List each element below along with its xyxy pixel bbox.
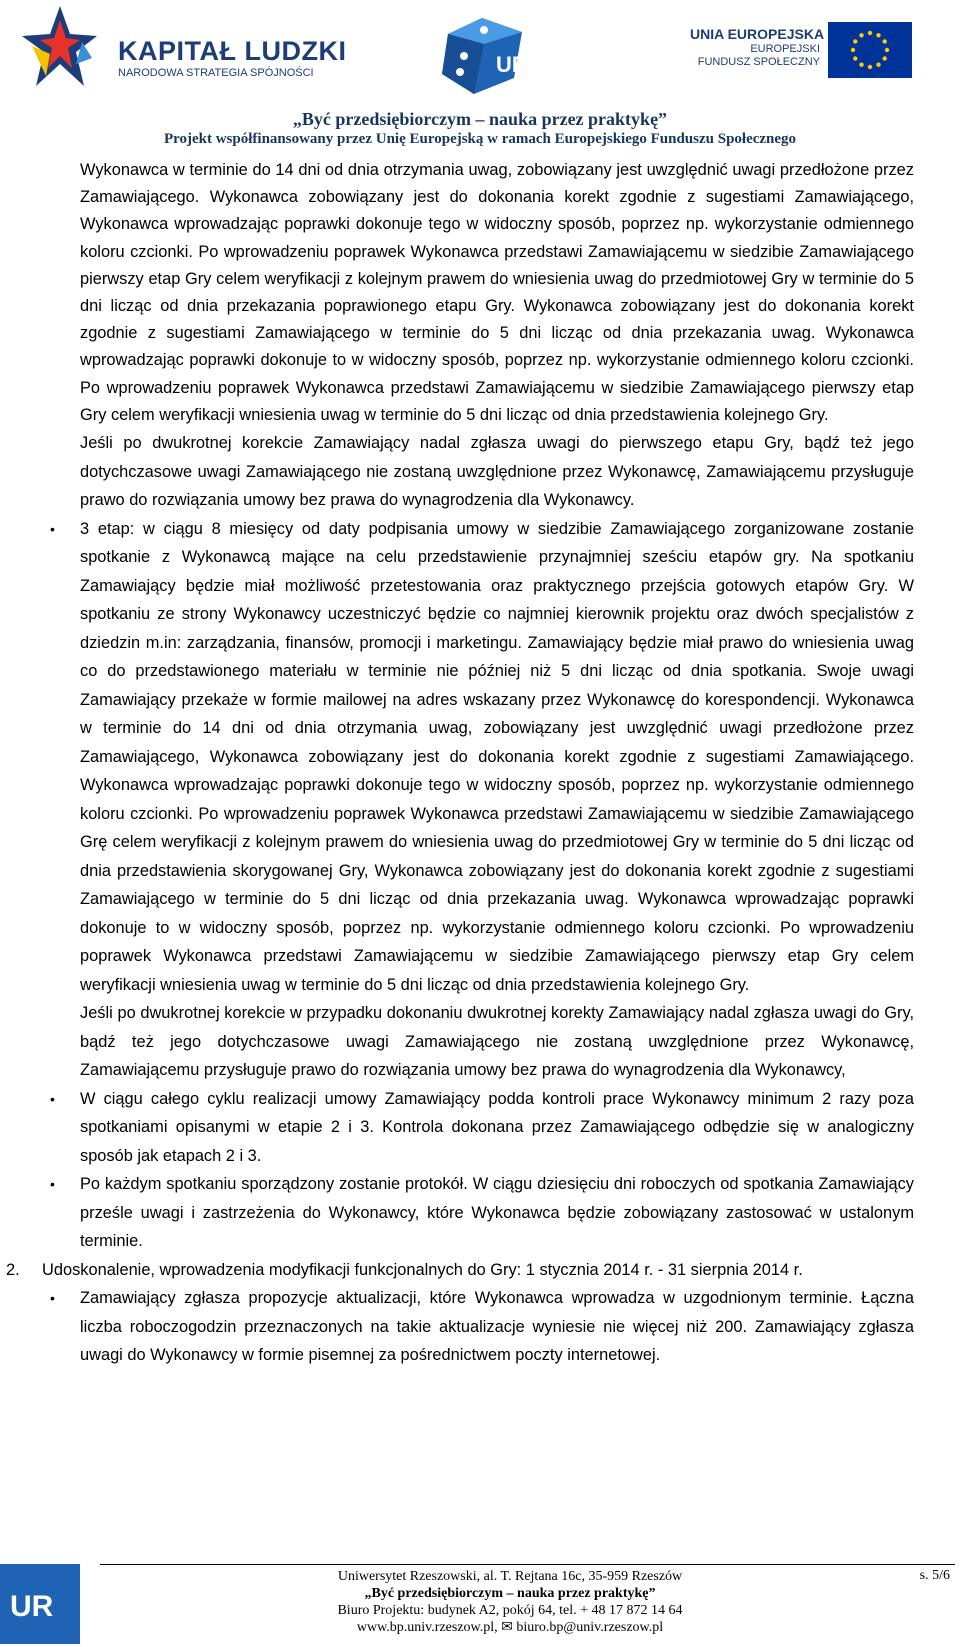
kapital-ludzki-logo — [22, 6, 347, 88]
svg-text:UR: UR — [496, 52, 528, 77]
paragraph: Wykonawca w terminie do 14 dni od dnia otrzymania uwag, zobowiązany jest uwzględnić uwagi przedłożone przez Zamawiającego. Wykonawca zobowiązany jest do dokonania korekt zgodnie z sugestiami Zamawiającego, Wykonawca wprowadzając poprawki dokonuje tego w widoczny sposób, poprzez np. wykorzystanie odmiennego koloru czcionki. Po wprowadzeniu poprawek Wykonawca przedstawi Zamawiającemu w siedzibie Zamawiającego pierwszy etap Gry celem weryfikacji z kolejnym prawem do wniesienia uwag do przedmiotowej Gry w terminie do 5 dni licząc od dnia przekazania poprawionego etapu Gry. Wykonawca zobowiązany jest do dokonania korekt zgodnie z sugestiami Zamawiającego w terminie do 5 dni licząc od dnia przekazania uwag. Wykonawca wprowadzając poprawki dokonuje to w widoczny sposób, poprzez np. wykorzystanie odmiennego koloru czcionki. Po wprowadzeniu poprawek Wykonawca przedstawi Zamawiającemu w siedzibie Zamawiającego pierwszy etap Gry celem weryfikacji wniesienia uwag w terminie do 5 dni licząc od dnia przedstawienia kolejnego Gry. — [80, 161, 914, 424]
svg-text:UR: UR — [10, 1590, 54, 1623]
page-header — [0, 0, 960, 155]
bullet-item — [50, 1284, 914, 1370]
footer-project-title: „Być przedsiębiorczym – nauka przez praktykę” — [364, 1586, 656, 1601]
document-body — [0, 157, 960, 1370]
item-number: 2. — [6, 1260, 20, 1279]
page-number: s. 5/6 — [919, 1568, 950, 1583]
bullet-icon: • — [50, 1176, 55, 1193]
numbered-item-text: Udoskonalenie, wprowadzenia modyfikacji funkcjonalnych do Gry: 1 stycznia 2014 r. - 31 sierpnia 2014 r. — [42, 1260, 803, 1279]
kapital-ludzki-subtitle: NARODOWA STRATEGIA SPÓJNOŚCI — [118, 67, 314, 79]
footer-office: Biuro Projektu: budynek A2, pokój 64, tel. + 48 17 872 14 64 — [337, 1603, 683, 1618]
eu-flag-icon — [828, 22, 912, 78]
numbered-item — [6, 1256, 914, 1285]
footer-text — [190, 1568, 830, 1636]
eu-star-icon — [876, 33, 880, 37]
bullet-item — [50, 515, 914, 1000]
eu-star-icon — [868, 31, 872, 35]
project-title: „Być przedsiębiorczym – nauka przez praktykę” — [292, 109, 668, 129]
page-footer — [0, 1552, 960, 1647]
eu-logo-text — [690, 26, 825, 69]
eu-star-icon — [885, 48, 889, 52]
eu-star-icon — [859, 33, 863, 37]
bullet-text: Po każdym spotkaniu sporządzony zostanie protokół. W ciągu dziesięciu dni roboczych od spotkania Zamawiający prześle uwagi i zastrzeżenia do Wykonawcy, które Wykonawca będzie zobowiązany zastosować w ustalonym terminie. — [80, 1175, 914, 1251]
eu-star-icon — [851, 48, 855, 52]
ur-logo-icon — [0, 1564, 80, 1644]
kapital-ludzki-emblem-icon — [22, 6, 97, 88]
dice-logo-icon — [434, 14, 530, 98]
eu-star-icon — [876, 63, 880, 67]
eu-name: UNIA EUROPEJSKA — [690, 26, 825, 42]
eu-star-icon — [868, 65, 872, 69]
bullet-item — [50, 1170, 914, 1256]
footer-contact: www.bp.univ.rzeszow.pl, ✉ biuro.bp@univ.rzeszow.pl — [356, 1620, 664, 1635]
project-subtitle: Projekt współfinansowany przez Unię Europejską w ramach Europejskiego Funduszu Społecznego — [163, 131, 797, 147]
bullet-icon: • — [50, 1290, 55, 1307]
bullet-item — [50, 1085, 914, 1171]
paragraph: Jeśli po dwukrotnej korekcie Zamawiający nadal zgłasza uwagi do pierwszego etapu Gry, bądź też jego dotychczasowe uwagi Zamawiającego nie zostaną uwzględnione przez Wykonawcę, Zamawiającemu przysługuje prawo do rozwiązania umowy bez prawa do wynagrodzenia dla Wykonawcy. — [80, 434, 914, 510]
eu-fund-line1: EUROPEJSKI — [750, 43, 820, 55]
bullet-icon: • — [50, 520, 55, 537]
eu-star-icon — [859, 63, 863, 67]
eu-star-icon — [883, 56, 887, 60]
bullet-text: W ciągu całego cyklu realizacji umowy Zamawiający podda kontroli prace Wykonawcy minimum 2 razy poza spotkaniami opisanymi w etapie 2 i 3. Kontrola dokonana przez Zamawiającego odbędzie się w analogiczny sposób jak etapach 2 i 3. — [80, 1089, 914, 1165]
bullet-text: 3 etap: w ciągu 8 miesięcy od daty podpisania umowy w siedzibie Zamawiającego zorganizowane zostanie spotkanie z Wykonawcą mające na celu przedstawienie przynajmniej sześciu etapów gry. Na spotkaniu Zamawiający będzie miał możliwość przetestowania oraz praktycznego przejścia gotowych etapów Gry. W spotkaniu ze strony Wykonawcy uczestniczyć będzie co najmniej kierownik projektu oraz dwóch specjalistów z dziedzin m.in: zarządzania, finansów, promocji i marketingu. Zamawiający będzie miał prawo do wniesienia uwag co do przedstawionego materiału w terminie nie później niż 5 dni licząc od dnia spotkania. Swoje uwagi Zamawiający przekaże w formie mailowej na adres wskazany przez Wykonawcę do korespondencji. Wykonawca w terminie do 14 dni od dnia otrzymania uwag, zobowiązany jest uwzględnić uwagi przedłożone przez Zamawiającego, Wykonawca zobowiązany jest do dokonania korekt zgodnie z sugestiami Zamawiającego. Wykonawca wprowadzając poprawki dokonuje tego w widoczny sposób, poprzez np. wykorzystanie odmiennego koloru czcionki. Po wprowadzeniu poprawek Wykonawca przedstawi Zamawiającemu w siedzibie Zamawiającego Grę celem weryfikacji z kolejnym prawem do wniesienia uwag do przedmiotowej Gry w terminie do 5 dni licząc od dnia przedstawienia skorygowanej Gry, Wykonawca zobowiązany jest do dokonania korekt zgodnie z sugestiami Zamawiającego w terminie do 5 dni licząc od dnia przekazania uwag. Wykonawca wprowadzając poprawki dokonuje to w widoczny sposób, poprzez np. wykorzystanie odmiennego koloru czcionki. Po wprowadzeniu poprawek Wykonawca przedstawi Zamawiającemu w siedzibie Zamawiającego pierwszy etap Gry celem weryfikacji wniesienia uwag w terminie do 5 dni licząc od dnia przedstawienia kolejnego Gry. — [80, 519, 914, 994]
eu-star-icon — [883, 39, 887, 43]
footer-divider — [100, 1564, 955, 1565]
kapital-ludzki-title: KAPITAŁ LUDZKI — [118, 36, 347, 66]
eu-fund-line2: FUNDUSZ SPOŁECZNY — [697, 56, 820, 68]
bullet-icon: • — [50, 1090, 55, 1107]
bullet-text: Zamawiający zgłasza propozycje aktualizacji, które Wykonawca wprowadza w uzgodnionym terminie. Łączna liczba roboczogodzin przeznaczonych na takie aktualizacje wyniesie nie więcej niż 200. Zamawiający zgłasza uwagi do Wykonawcy w formie pisemnej za pośrednictwem poczty internetowej. — [80, 1289, 914, 1365]
eu-star-icon — [853, 56, 857, 60]
paragraph: Jeśli po dwukrotnej korekcie w przypadku dokonaniu dwukrotnej korekty Zamawiający nadal zgłasza uwagi do Gry, bądź też jego dotychczasowe uwagi Zamawiającego nie zostaną uwzględnione przez Wykonawcę, Zamawiającemu przysługuje prawo do rozwiązania umowy bez prawa do wynagrodzenia dla Wykonawcy, — [80, 1004, 914, 1080]
footer-address: Uniwersytet Rzeszowski, al. T. Rejtana 16c, 35-959 Rzeszów — [337, 1569, 683, 1584]
eu-star-icon — [853, 39, 857, 43]
eu-logo — [690, 22, 935, 82]
